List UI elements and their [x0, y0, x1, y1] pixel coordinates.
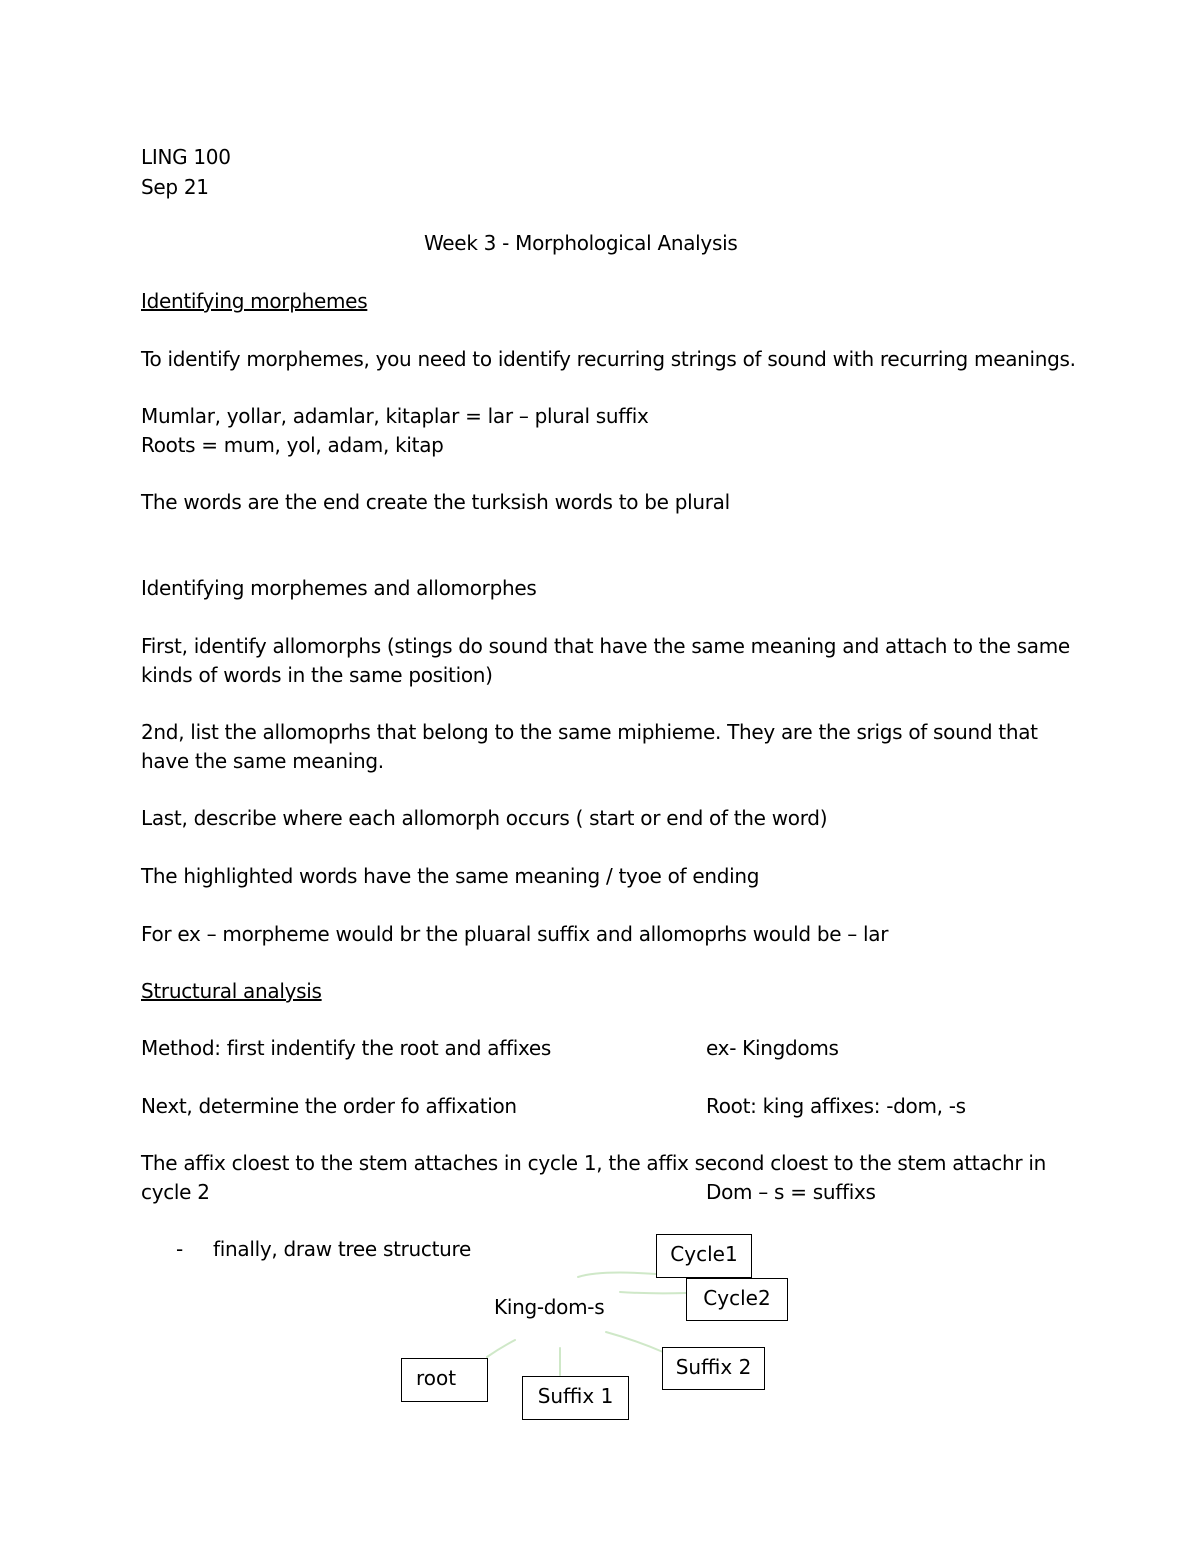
suffix1-box: Suffix 1 [522, 1376, 629, 1420]
step1-line2: kinds of words in the same position) [141, 663, 493, 687]
method-example: ex- Kingdoms [706, 1036, 839, 1060]
connector-cycle2 [620, 1292, 686, 1293]
cycle-line2: cycle 2 [141, 1180, 210, 1204]
cycle2-box: Cycle2 [686, 1278, 788, 1321]
bullet-dash: - [176, 1237, 183, 1261]
page-title: Week 3 - Morphological Analysis [424, 231, 738, 255]
method-text: Method: first indentify the root and affixes [141, 1036, 551, 1060]
example-roots: Roots = mum, yol, adam, kitap [141, 433, 444, 457]
section-heading-identifying-morphemes: Identifying morphemes [141, 289, 368, 313]
allomorph-example: For ex – morpheme would br the pluaral suffix and allomoprhs would be – lar [141, 922, 889, 946]
section-heading-structural-analysis: Structural analysis [141, 979, 322, 1003]
next-text: Next, determine the order fo affixation [141, 1094, 517, 1118]
paragraph-note: The words are the end create the turksish words to be plural [141, 490, 730, 514]
bullet-text: finally, draw tree structure [213, 1237, 472, 1261]
example-plural-suffix: Mumlar, yollar, adamlar, kitaplar = lar – plural suffix [141, 404, 649, 428]
tree-word: King-dom-s [494, 1295, 605, 1319]
step1-line1: First, identify allomorphs (stings do sound that have the same meaning and attach to the same [141, 634, 1070, 658]
course-code: LING 100 [141, 145, 231, 169]
connector-root [487, 1340, 515, 1357]
step2-line1: 2nd, list the allomoprhs that belong to the same miphieme. They are the srigs of sound that [141, 720, 1038, 744]
step3: Last, describe where each allomorph occurs ( start or end of the word) [141, 806, 828, 830]
cycle-example: Dom – s = suffixs [706, 1180, 876, 1204]
highlight-note: The highlighted words have the same meaning / tyoe of ending [141, 864, 760, 888]
paragraph-intro: To identify morphemes, you need to identify recurring strings of sound with recurring meanings. [141, 347, 1076, 371]
suffix2-box: Suffix 2 [662, 1347, 765, 1390]
section-heading-allomorphes: Identifying morphemes and allomorphes [141, 576, 537, 600]
next-example: Root: king affixes: -dom, -s [706, 1094, 966, 1118]
lecture-date: Sep 21 [141, 175, 209, 199]
step2-line2: have the same meaning. [141, 749, 384, 773]
connector-cycle1 [578, 1273, 656, 1277]
cycle-line1: The affix cloest to the stem attaches in cycle 1, the affix second cloest to the stem attachr in [141, 1151, 1046, 1175]
cycle1-box: Cycle1 [656, 1234, 752, 1278]
root-box: root [401, 1358, 488, 1402]
connector-suffix2 [606, 1332, 663, 1352]
